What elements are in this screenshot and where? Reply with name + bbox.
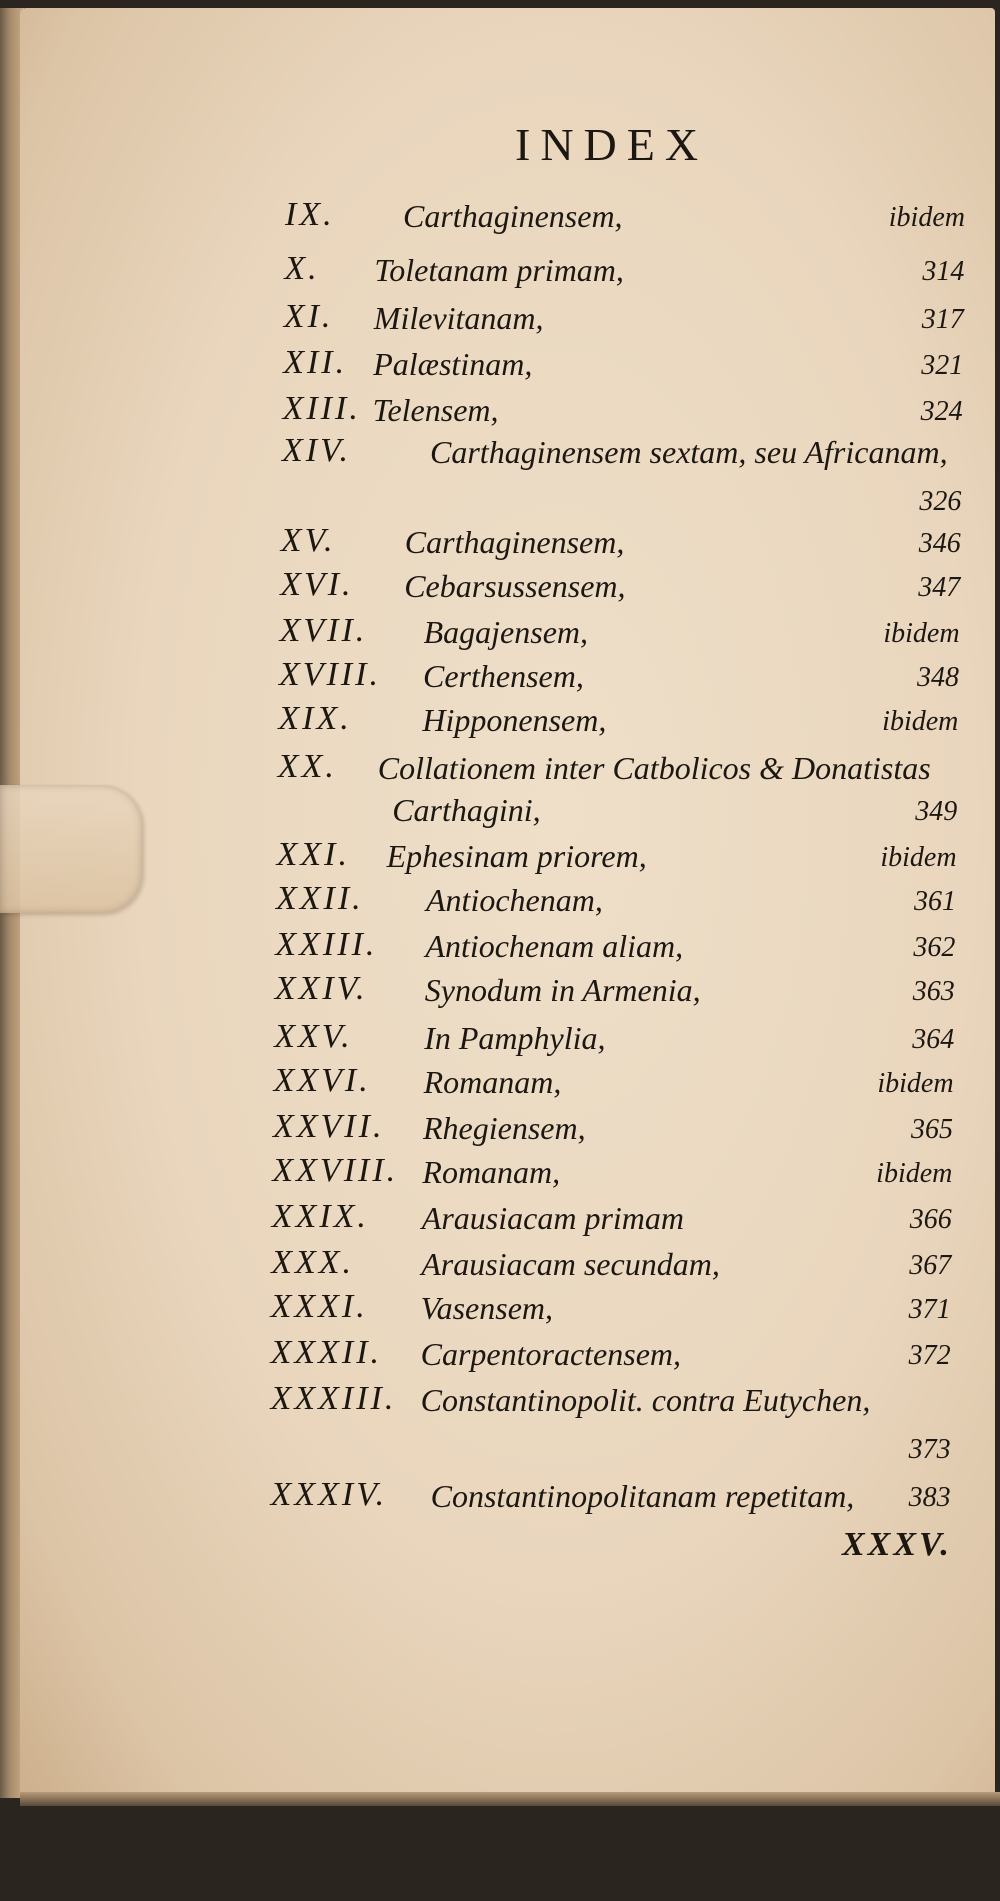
entry-numeral: IX.	[285, 196, 335, 234]
entry-numeral: XXI.	[277, 836, 350, 874]
index-entry	[279, 656, 959, 700]
entry-title: Toletanam primam,	[374, 252, 624, 289]
entry-page-ref: 366	[910, 1204, 952, 1236]
entry-page-ref: 383	[909, 1482, 951, 1514]
entry-numeral: XXXII.	[271, 1334, 382, 1372]
entry-title: Collationem inter Catbolicos & Donatistas	[378, 750, 931, 787]
index-entry	[277, 790, 957, 834]
entry-page-ref: 367	[909, 1250, 951, 1282]
entry-page-ref: 362	[913, 932, 955, 964]
index-entry	[271, 1476, 951, 1520]
entry-page-ref: ibidem	[883, 618, 959, 650]
index-entry	[284, 250, 964, 294]
entry-numeral: XIX.	[278, 700, 351, 738]
index-entry	[283, 390, 963, 434]
entry-numeral: XIII.	[283, 390, 361, 428]
entry-page-ref: 324	[921, 396, 963, 428]
entry-numeral: XXIX.	[272, 1198, 369, 1236]
entry-page-ref: 349	[915, 796, 957, 828]
entry-numeral: XXIII.	[275, 926, 377, 964]
entry-numeral: XXXIV.	[271, 1476, 388, 1514]
entry-title: Carpentoractensem,	[421, 1336, 681, 1373]
index-entry	[281, 480, 961, 524]
entry-page-ref: ibidem	[880, 842, 956, 874]
index-entry	[273, 1108, 953, 1152]
entry-title: Constantinopolitanam repetitam,	[431, 1478, 855, 1515]
index-entry	[274, 1062, 954, 1106]
entry-page-ref: 326	[919, 486, 961, 518]
index-entry	[280, 612, 960, 656]
entry-title: Carthaginensem,	[403, 198, 623, 235]
entry-page-ref: 347	[918, 572, 960, 604]
entry-title: Carthaginensem sextam, seu Africanam,	[430, 434, 948, 471]
index-entry	[277, 836, 957, 880]
entry-title: Antiochenam,	[426, 882, 603, 919]
entry-title: Vasensem,	[421, 1290, 553, 1327]
entry-page-ref: 365	[911, 1114, 953, 1146]
entry-title: Antiochenam aliam,	[425, 928, 683, 965]
entry-numeral: XVI.	[280, 566, 353, 604]
entry-page-ref: 348	[917, 662, 959, 694]
entry-title: Hipponensem,	[422, 702, 606, 739]
catchword: XXXV.	[842, 1526, 960, 1564]
entry-title: Bagajensem,	[424, 614, 588, 651]
index-entry	[280, 566, 960, 610]
entry-title: Carthaginensem,	[405, 524, 625, 561]
entry-numeral: XXXI.	[271, 1288, 368, 1326]
entry-title: Milevitanam,	[374, 300, 544, 337]
entry-title: Arausiacam secundam,	[421, 1246, 720, 1283]
entry-page-ref: ibidem	[876, 1158, 952, 1190]
index-entry	[271, 1380, 951, 1424]
index-entry	[285, 196, 965, 240]
entry-title: Ephesinam priorem,	[387, 838, 647, 875]
entry-numeral: XXII.	[276, 880, 364, 918]
entry-title: Constantinopolit. contra Eutychen,	[421, 1382, 871, 1419]
entry-numeral: XX.	[278, 748, 337, 786]
entry-numeral: XXVIII.	[272, 1152, 398, 1190]
index-entry	[272, 1198, 952, 1242]
index-entry	[282, 432, 962, 476]
index-entry	[271, 1244, 951, 1288]
index-entry	[284, 298, 964, 342]
index-entry	[283, 344, 963, 388]
entry-title: Telensem,	[373, 392, 499, 429]
entry-numeral: XXXIII.	[271, 1380, 397, 1418]
entry-page-ref: 364	[912, 1024, 954, 1056]
entry-title: Carthagini,	[392, 792, 540, 829]
entry-page-ref: ibidem	[889, 202, 965, 234]
entry-numeral: XIV.	[282, 432, 351, 470]
index-entry	[274, 1018, 954, 1062]
entry-page-ref: 372	[909, 1340, 951, 1372]
catchword-row	[845, 1857, 965, 1901]
entry-numeral: XII.	[283, 344, 347, 382]
entry-numeral: XI.	[284, 298, 334, 336]
entry-numeral: X.	[284, 250, 319, 288]
bookmark-tab	[0, 785, 142, 913]
entry-title: Romanam,	[424, 1064, 562, 1101]
entry-numeral: XXIV.	[275, 970, 368, 1008]
entry-title: Rhegiensem,	[423, 1110, 586, 1147]
index-entry	[278, 700, 958, 744]
entry-numeral: XXVI.	[274, 1062, 371, 1100]
entry-numeral: XXX.	[271, 1244, 354, 1282]
entry-title: Synodum in Armenia,	[425, 972, 701, 1009]
entry-numeral: XXV.	[274, 1018, 352, 1056]
entry-title: In Pamphylia,	[424, 1020, 605, 1057]
index-entry	[276, 880, 956, 924]
entry-page-ref: 363	[913, 976, 955, 1008]
book-bottom-edge	[20, 1792, 1000, 1806]
entry-page-ref: 314	[922, 256, 964, 288]
entry-page-ref: 371	[909, 1294, 951, 1326]
entry-title: Romanam,	[422, 1154, 560, 1191]
entry-page-ref: 373	[909, 1434, 951, 1466]
entry-title: Certhensem,	[423, 658, 584, 695]
entry-page-ref: 317	[922, 304, 964, 336]
index-entry	[272, 1152, 952, 1196]
page-title: INDEX	[515, 118, 708, 171]
entry-page-ref: 346	[919, 528, 961, 560]
index-entry	[271, 1428, 951, 1472]
entry-page-ref: ibidem	[877, 1068, 953, 1100]
index-entry	[271, 1288, 951, 1332]
entry-numeral: XVIII.	[279, 656, 381, 694]
entry-numeral: XXVII.	[273, 1108, 384, 1146]
index-entry	[275, 926, 955, 970]
entry-title: Palæstinam,	[373, 346, 532, 383]
entry-page-ref: ibidem	[882, 706, 958, 738]
entry-title: Cebarsussensem,	[404, 568, 625, 605]
index-entry	[278, 748, 958, 792]
entry-numeral: XV.	[281, 522, 336, 560]
index-entry	[271, 1334, 951, 1378]
entry-title: Arausiacam primam	[422, 1200, 684, 1237]
entry-page-ref: 361	[914, 886, 956, 918]
index-entry	[281, 522, 961, 566]
entry-page-ref: 321	[921, 350, 963, 382]
index-entry	[275, 970, 955, 1014]
entry-numeral: XVII.	[280, 612, 368, 650]
